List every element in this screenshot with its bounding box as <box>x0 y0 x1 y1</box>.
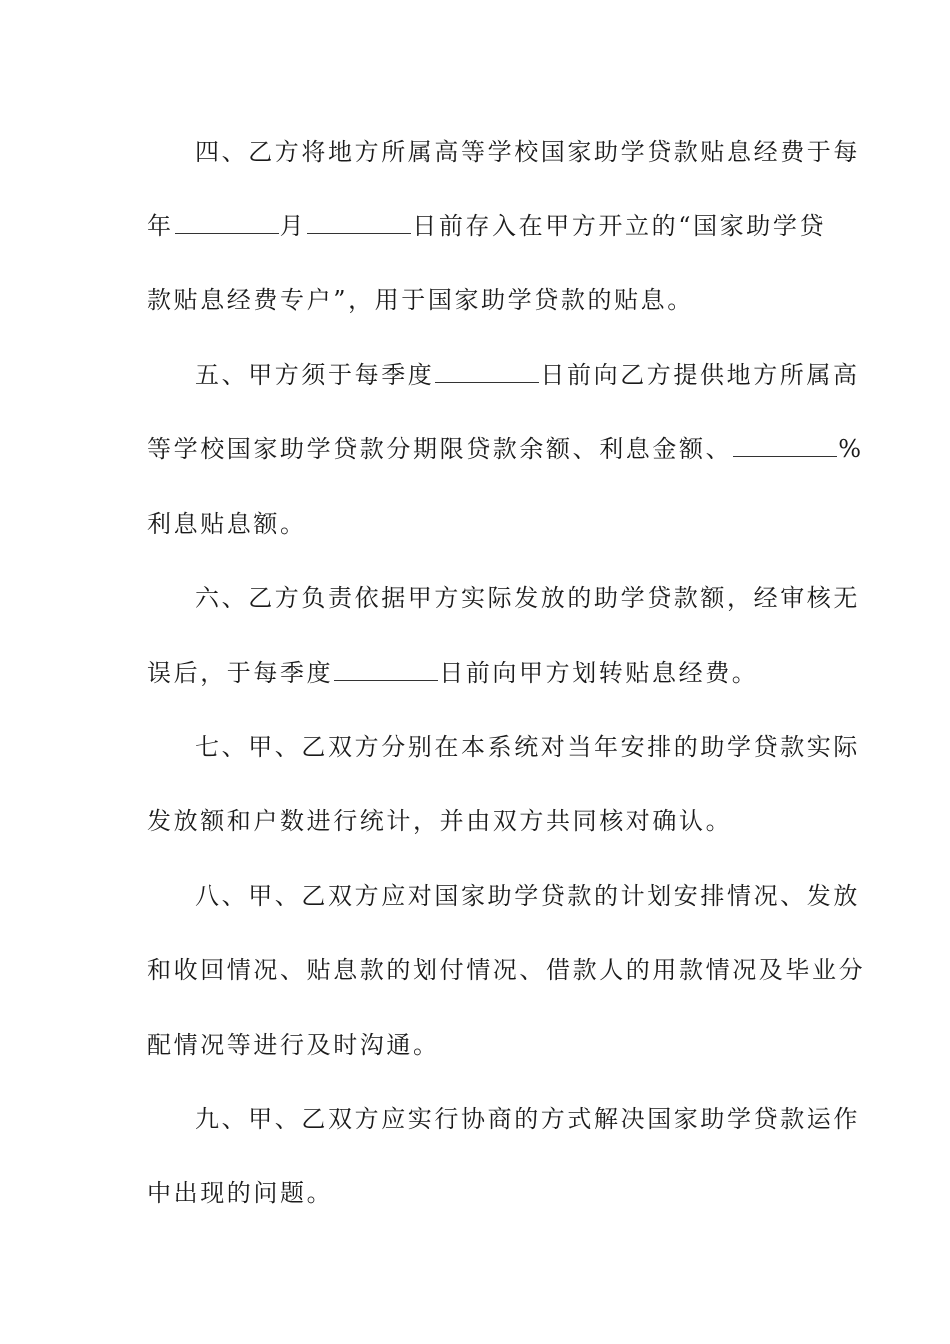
clause-7-line-1 <box>195 731 860 763</box>
text: 日前向乙方提供地方所属高 <box>540 361 860 389</box>
text: 四、乙方将地方所属高等学校国家助学贷款贴息经费于每 <box>195 138 860 166</box>
text: 日前向甲方划转贴息经费。 <box>439 659 759 687</box>
text: 误后，于每季度 <box>147 659 334 687</box>
text: 等学校国家助学贷款分期限贷款余额、利息金额、 <box>147 435 733 463</box>
text: 七、甲、乙双方分别在本系统对当年安排的助学贷款实际 <box>195 733 860 761</box>
fill-in-blank-month[interactable] <box>175 211 279 234</box>
clause-8-line-3 <box>147 1029 807 1061</box>
clause-4-line-2 <box>147 210 827 242</box>
clause-5-line-2 <box>147 433 864 465</box>
text: 六、乙方负责依据甲方实际发放的助学贷款额，经审核无 <box>195 584 860 612</box>
clause-8-line-2 <box>147 954 866 986</box>
text: 月 <box>279 212 307 240</box>
text: 日前存入在甲方开立的“国家助学贷 <box>412 212 827 240</box>
text: 九、甲、乙双方应实行协商的方式解决国家助学贷款运作 <box>195 1105 860 1133</box>
text: 中出现的问题。 <box>147 1179 334 1207</box>
clause-8-line-1 <box>195 880 860 912</box>
text: 配情况等进行及时沟通。 <box>147 1031 440 1059</box>
clause-4-line-1 <box>195 136 860 168</box>
fill-in-blank-day[interactable] <box>307 211 411 234</box>
clause-9-line-1 <box>195 1103 860 1135</box>
fill-in-blank-day[interactable] <box>435 360 539 383</box>
text: 利息贴息额。 <box>147 510 307 538</box>
text: 五、甲方须于每季度 <box>195 361 435 389</box>
clause-5-line-3 <box>147 508 807 540</box>
clause-7-line-2 <box>147 805 807 837</box>
clause-4-line-3 <box>147 284 807 316</box>
text: 和收回情况、贴息款的划付情况、借款人的用款情况及毕业分 <box>147 956 866 984</box>
clause-5-line-1 <box>195 359 860 391</box>
text: 发放额和户数进行统计，并由双方共同核对确认。 <box>147 807 733 835</box>
text: % <box>838 435 864 463</box>
fill-in-blank-percent[interactable] <box>733 434 837 457</box>
clause-6-line-2 <box>147 657 807 689</box>
clause-9-line-2 <box>147 1177 807 1209</box>
fill-in-blank-day[interactable] <box>334 658 438 681</box>
text: 八、甲、乙双方应对国家助学贷款的计划安排情况、发放 <box>195 882 860 910</box>
text: 年 <box>147 212 174 240</box>
text: 款贴息经费专户”，用于国家助学贷款的贴息。 <box>147 286 694 314</box>
clause-6-line-1 <box>195 582 860 614</box>
